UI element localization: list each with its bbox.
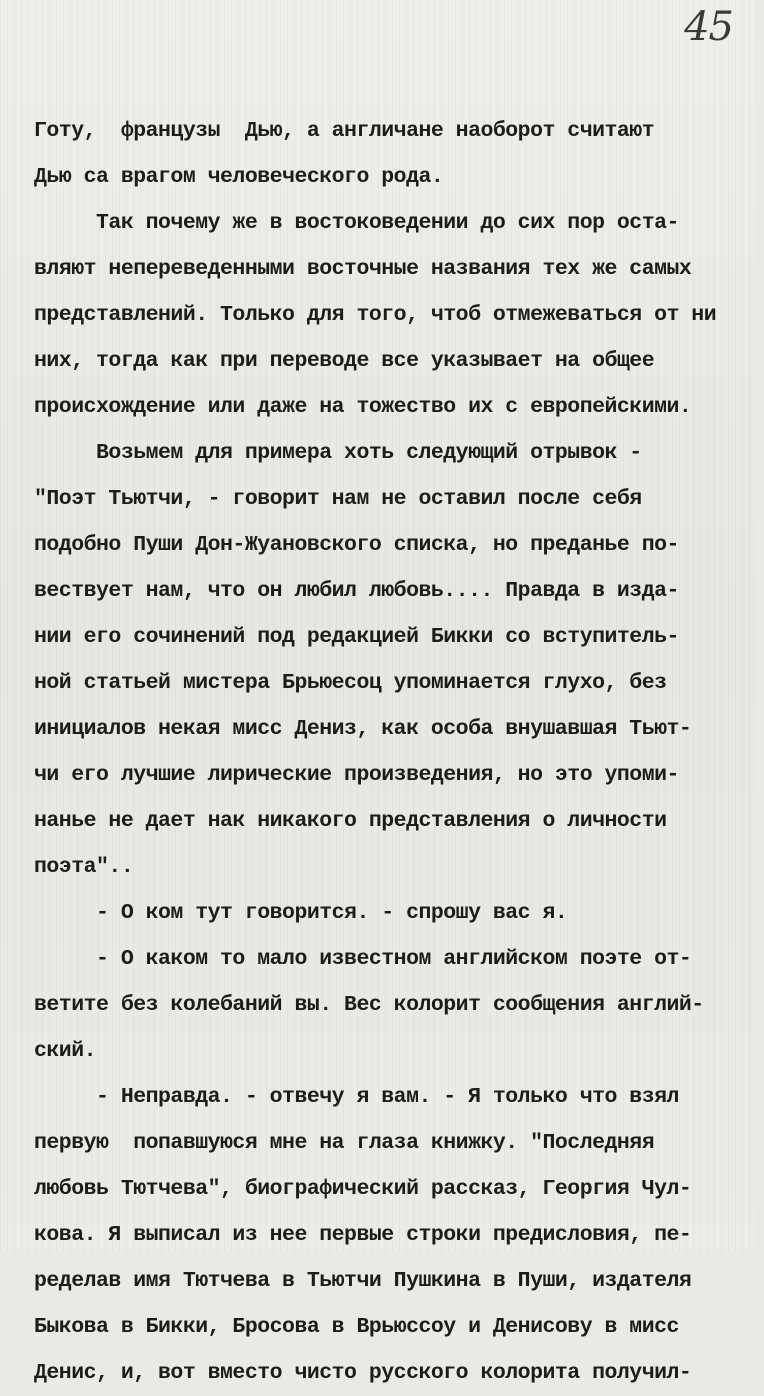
text-line: представлений. Только для того, чтоб отмежеваться от ни bbox=[34, 303, 717, 327]
text-line: Так почему же в востоковедении до сих пор оста- bbox=[34, 211, 679, 235]
text-line: вествует нам, что он любил любовь.... Правда в изда- bbox=[34, 579, 679, 603]
text-line: Дью са врагом человеческого рода. bbox=[34, 165, 444, 189]
text-line: - О ком тут говорится. - спрошу вас я. bbox=[34, 901, 568, 925]
text-line: Денис, и, вот вместо чисто русского колорита получил- bbox=[34, 1361, 692, 1385]
text-line: вляют непереведенными восточные названия тех же самых bbox=[34, 257, 692, 281]
text-line: - Неправда. - отвечу я вам. - Я только что взял bbox=[34, 1085, 679, 1109]
text-line: подобно Пуши Дон-Жуановского списка, но преданье по- bbox=[34, 533, 679, 557]
page-number: 45 bbox=[684, 4, 733, 50]
text-line: ределав имя Тютчева в Тьютчи Пушкина в Пуши, издателя bbox=[34, 1269, 692, 1293]
text-line: любовь Тютчева", биографический рассказ, Георгия Чул- bbox=[34, 1177, 692, 1201]
typewritten-text bbox=[34, 108, 764, 1396]
text-line: кова. Я выписал из нее первые строки предисловия, пе- bbox=[34, 1223, 692, 1247]
text-line: ной статьей мистера Брьюесоц упоминается глухо, без bbox=[34, 671, 667, 695]
text-line: них, тогда как при переводе все указывает на общее bbox=[34, 349, 655, 373]
text-line: - О каком то мало известном английском поэте от- bbox=[34, 947, 692, 971]
text-line: ветите без колебаний вы. Вес колорит сообщения англий- bbox=[34, 993, 704, 1017]
text-line: Готу, французы Дью, а англичане наоборот считают bbox=[34, 119, 655, 143]
text-line: нанье не дает нак никакого представления о личности bbox=[34, 809, 667, 833]
text-line: первую попавшуюся мне на глаза книжку. "Последняя bbox=[34, 1131, 655, 1155]
text-line: инициалов некая мисс Дениз, как особа внушавшая Тьют- bbox=[34, 717, 692, 741]
text-line: чи его лучшие лирические произведения, но это упоми- bbox=[34, 763, 679, 787]
text-line: поэта".. bbox=[34, 855, 134, 879]
text-line: нии его сочинений под редакцией Бикки со вступитель- bbox=[34, 625, 679, 649]
text-line: "Поэт Тьютчи, - говорит нам не оставил после себя bbox=[34, 487, 642, 511]
text-line: Возьмем для примера хоть следующий отрывок - bbox=[34, 441, 642, 465]
text-line: ский. bbox=[34, 1039, 97, 1063]
text-line: происхождение или даже на тожество их с европейскими. bbox=[34, 395, 692, 419]
text-line: Быкова в Бикки, Бросова в Врьюссоу и Денисову в мисс bbox=[34, 1315, 679, 1339]
